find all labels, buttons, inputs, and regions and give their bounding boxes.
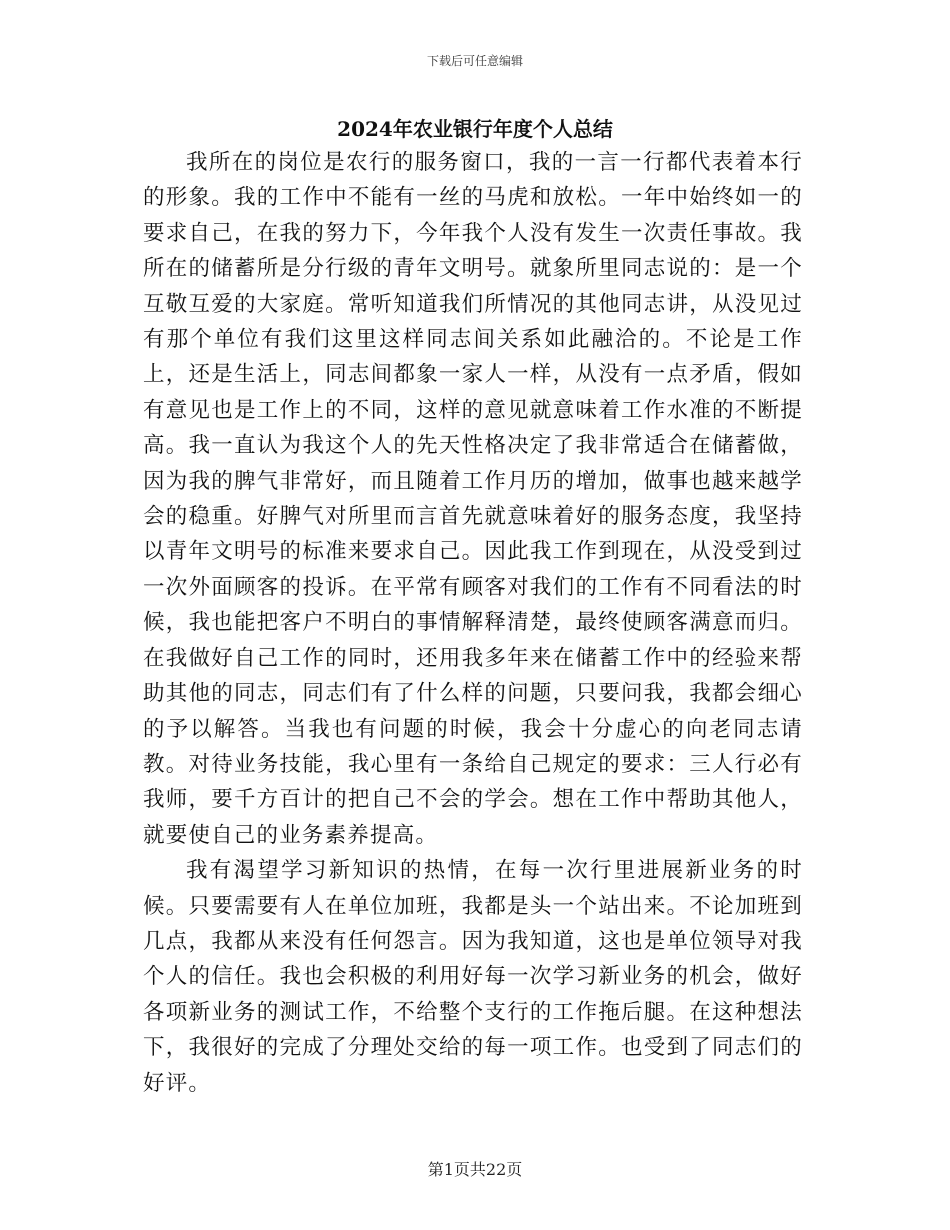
document-title: 2024年农业银行年度个人总结 [337,117,613,141]
document-body [143,145,803,1101]
body-paragraph: 我有渴望学习新知识的热情，在每一次行里进展新业务的时候。只要需要有人在单位加班，我都是头一个站出来。不论加班到几点，我都从来没有任何怨言。因为我知道，这也是单位领导对我个人的信任。我也会积极的利用好每一次学习新业务的机会，做好各项新业务的测试工作，不给整个支行的工作拖后腿。在这种想法下，我很好的完成了分理处交给的每一项工作。也受到了同志们的好评。 [143,858,803,1096]
download-note: 下载后可任意编辑 [426,54,523,68]
page-number: 第1页共22页 [427,1160,523,1179]
body-paragraph: 我所在的岗位是农行的服务窗口，我的一言一行都代表着本行的形象。我的工作中不能有一丝的马虎和放松。一年中始终如一的要求自己，在我的努力下，今年我个人没有发生一次责任事故。我所在的储蓄所是分行级的青年文明号。就象所里同志说的：是一个互敬互爱的大家庭。常听知道我们所情况的其他同志讲，从没见过有那个单位有我们这里这样同志间关系如此融洽的。不论是工作上，还是生活上，同志间都象一家人一样，从没有一点矛盾，假如有意见也是工作上的不同，这样的意见就意味着工作水准的不断提高。我一直认为我这个人的先天性格决定了我非常适合在储蓄做，因为我的脾气非常好，而且随着工作月历的增加，做事也越来越学会的稳重。好脾气对所里而言首先就意味着好的服务态度，我坚持以青年文明号的标准来要求自己。因此我工作到现在，从没受到过一次外面顾客的投诉。在平常有顾客对我们的工作有不同看法的时候，我也能把客户不明白的事情解释清楚，最终使顾客满意而归。在我做好自己工作的同时，还用我多年来在储蓄工作中的经验来帮助其他的同志，同志们有了什么样的问题，只要问我，我都会细心的予以解答。当我也有问题的时候，我会十分虚心的向老同志请教。对待业务技能，我心里有一条给自己规定的要求：三人行必有我师，要千方百计的把自己不会的学会。想在工作中帮助其他人，就要使自己的业务素养提高。 [143,150,803,848]
